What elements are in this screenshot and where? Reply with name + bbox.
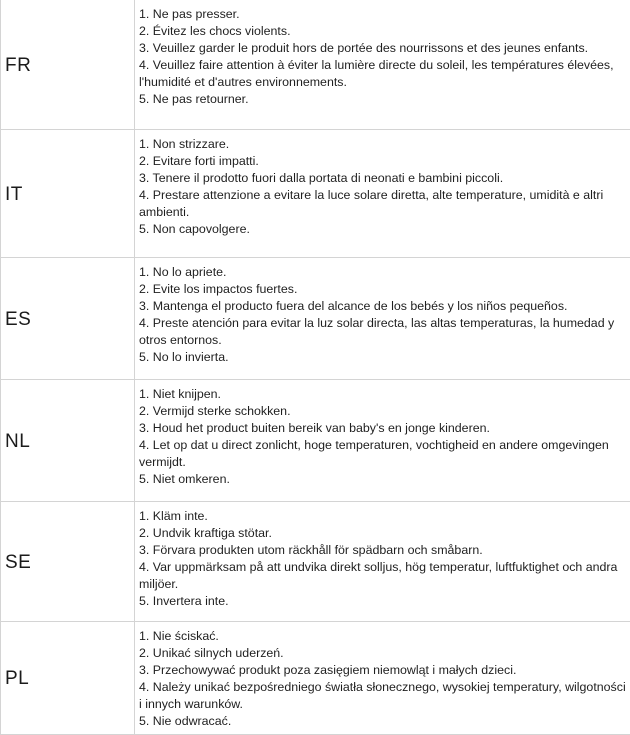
list-item: 1. Non strizzare. — [139, 136, 626, 153]
table-row-it — [1, 130, 630, 258]
instructions-se — [135, 502, 630, 622]
table-row-fr — [1, 0, 630, 130]
table-row-es — [1, 258, 630, 380]
list-item: 2. Unikać silnych uderzeń. — [139, 645, 626, 662]
list-item: 2. Evitare forti impatti. — [139, 153, 626, 170]
list-item: 4. Prestare attenzione a evitare la luce solare diretta, alte temperature, umidità e altri ambienti. — [139, 187, 626, 221]
list-item: 5. Niet omkeren. — [139, 471, 626, 488]
list-item: 3. Mantenga el producto fuera del alcance de los bebés y los niños pequeños. — [139, 298, 626, 315]
list-item: 4. Veuillez faire attention à éviter la lumière directe du soleil, les températures élevées, l'humidité et d'autres environnements. — [139, 57, 626, 91]
list-item: 3. Przechowywać produkt poza zasięgiem niemowląt i małych dzieci. — [139, 662, 626, 679]
list-item: 2. Vermijd sterke schokken. — [139, 403, 626, 420]
instructions-it — [135, 130, 630, 258]
instructions-es — [135, 258, 630, 380]
list-item: 1. Nie ściskać. — [139, 628, 626, 645]
language-code-nl: NL — [1, 380, 135, 502]
list-item: 5. Nie odwracać. — [139, 713, 626, 730]
list-item: 1. Kläm inte. — [139, 508, 626, 525]
list-item: 1. No lo apriete. — [139, 264, 626, 281]
list-item: 5. Ne pas retourner. — [139, 91, 626, 108]
instructions-pl — [135, 622, 630, 735]
instructions-fr — [135, 0, 630, 130]
table-row-se — [1, 502, 630, 622]
list-item: 1. Ne pas presser. — [139, 6, 626, 23]
list-item: 5. Invertera inte. — [139, 593, 626, 610]
list-item: 3. Förvara produkten utom räckhåll för spädbarn och småbarn. — [139, 542, 626, 559]
language-code-es: ES — [1, 258, 135, 380]
list-item: 2. Evite los impactos fuertes. — [139, 281, 626, 298]
list-item: 2. Évitez les chocs violents. — [139, 23, 626, 40]
list-item: 3. Veuillez garder le produit hors de portée des nourrissons et des jeunes enfants. — [139, 40, 626, 57]
language-code-fr: FR — [1, 0, 135, 130]
language-code-pl: PL — [1, 622, 135, 735]
list-item: 4. Let op dat u direct zonlicht, hoge temperaturen, vochtigheid en andere omgevingen vermijdt. — [139, 437, 626, 471]
table-row-nl — [1, 380, 630, 502]
language-code-it: IT — [1, 130, 135, 258]
list-item: 1. Niet knijpen. — [139, 386, 626, 403]
list-item: 4. Należy unikać bezpośredniego światła słonecznego, wysokiej temperatury, wilgotności i innych warunków. — [139, 679, 626, 713]
list-item: 5. Non capovolgere. — [139, 221, 626, 238]
instructions-nl — [135, 380, 630, 502]
list-item: 3. Houd het product buiten bereik van baby's en jonge kinderen. — [139, 420, 626, 437]
list-item: 3. Tenere il prodotto fuori dalla portata di neonati e bambini piccoli. — [139, 170, 626, 187]
table-row-pl — [1, 622, 630, 735]
list-item: 5. No lo invierta. — [139, 349, 626, 366]
language-code-se: SE — [1, 502, 135, 622]
list-item: 4. Preste atención para evitar la luz solar directa, las altas temperaturas, la humedad y otros entornos. — [139, 315, 626, 349]
list-item: 4. Var uppmärksam på att undvika direkt solljus, hög temperatur, luftfuktighet och andra miljöer. — [139, 559, 626, 593]
list-item: 2. Undvik kraftiga stötar. — [139, 525, 626, 542]
